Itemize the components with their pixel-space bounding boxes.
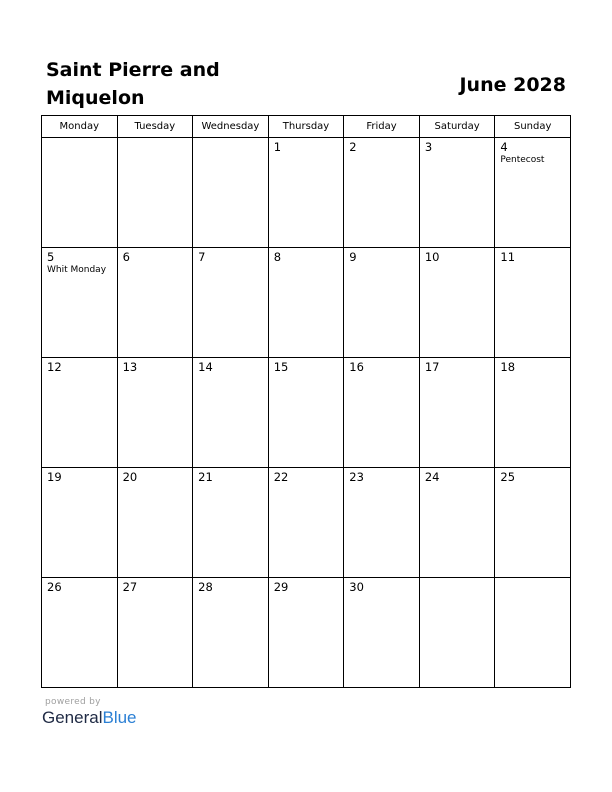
day-cell <box>344 248 420 358</box>
day-number: 4 <box>500 140 508 154</box>
day-cell <box>344 468 420 578</box>
day-number <box>42 138 117 141</box>
day-number: 27 <box>122 580 138 594</box>
week-row <box>42 138 571 248</box>
day-number: 11 <box>500 250 516 264</box>
day-cell <box>268 358 344 468</box>
holiday-label: Pentecost <box>500 155 545 165</box>
day-cell <box>193 468 269 578</box>
day-cell <box>117 138 193 248</box>
day-number: 30 <box>349 580 364 594</box>
day-number <box>118 138 193 141</box>
weekday-header: Saturday <box>419 116 495 138</box>
day-number <box>495 578 570 581</box>
day-number: 20 <box>122 470 138 484</box>
day-cell <box>495 578 571 688</box>
day-number: 19 <box>47 470 62 484</box>
week-row <box>42 248 571 358</box>
day-number: 7 <box>198 250 206 264</box>
day-cell <box>193 138 269 248</box>
day-cell <box>419 358 495 468</box>
logo-text-blue: Blue <box>102 708 137 727</box>
day-cell <box>42 138 118 248</box>
day-number <box>420 578 495 581</box>
day-cell <box>193 578 269 688</box>
day-cell <box>42 358 118 468</box>
day-number: 15 <box>273 360 289 374</box>
weekday-header: Sunday <box>495 116 571 138</box>
weekday-header-row <box>42 116 571 138</box>
day-number: 28 <box>198 580 213 594</box>
day-number: 5 <box>47 250 55 264</box>
day-cell <box>268 248 344 358</box>
day-cell <box>419 138 495 248</box>
day-number: 21 <box>198 470 213 484</box>
day-number: 14 <box>198 360 213 374</box>
day-number: 1 <box>273 140 282 154</box>
day-number: 2 <box>349 140 357 154</box>
day-cell <box>117 578 193 688</box>
day-number: 18 <box>500 360 516 374</box>
day-number: 9 <box>349 250 357 264</box>
day-cell <box>268 138 344 248</box>
day-cell <box>495 358 571 468</box>
week-row <box>42 468 571 578</box>
day-cell <box>42 578 118 688</box>
day-cell <box>344 138 420 248</box>
day-number: 10 <box>424 250 440 264</box>
weekday-header: Monday <box>42 116 118 138</box>
day-number: 3 <box>424 140 433 154</box>
day-cell <box>268 468 344 578</box>
weekday-header: Wednesday <box>193 116 269 138</box>
weekday-header: Thursday <box>268 116 344 138</box>
day-number: 25 <box>500 470 516 484</box>
week-row <box>42 358 571 468</box>
day-cell <box>42 468 118 578</box>
month-title: June 2028 <box>459 74 566 96</box>
day-cell <box>495 138 571 248</box>
powered-by-label: powered by <box>45 697 101 707</box>
day-number: 24 <box>424 470 440 484</box>
day-cell <box>117 468 193 578</box>
day-number: 22 <box>273 470 289 484</box>
day-cell <box>419 468 495 578</box>
day-cell <box>117 358 193 468</box>
day-cell <box>495 468 571 578</box>
day-cell <box>344 578 420 688</box>
day-cell <box>117 248 193 358</box>
day-number: 16 <box>349 360 364 374</box>
day-cell <box>193 358 269 468</box>
holiday-label: Whit Monday <box>47 265 107 275</box>
day-number: 13 <box>122 360 138 374</box>
day-number: 29 <box>273 580 289 594</box>
logo-text-general: General <box>42 708 103 727</box>
day-number: 26 <box>47 580 62 594</box>
day-number: 8 <box>273 250 282 264</box>
day-cell <box>42 248 118 358</box>
day-number: 23 <box>349 470 364 484</box>
day-cell <box>495 248 571 358</box>
calendar-grid <box>41 115 571 688</box>
weekday-header: Tuesday <box>117 116 193 138</box>
day-number: 12 <box>47 360 62 374</box>
day-cell <box>419 578 495 688</box>
day-number: 17 <box>424 360 440 374</box>
generalblue-logo[interactable] <box>42 707 137 729</box>
day-cell <box>193 248 269 358</box>
day-number: 6 <box>122 250 130 264</box>
page-title: Saint Pierre and Miquelon <box>46 59 220 109</box>
day-cell <box>344 358 420 468</box>
day-cell <box>268 578 344 688</box>
day-cell <box>419 248 495 358</box>
week-row <box>42 578 571 688</box>
day-number <box>193 138 268 141</box>
weekday-header: Friday <box>344 116 420 138</box>
